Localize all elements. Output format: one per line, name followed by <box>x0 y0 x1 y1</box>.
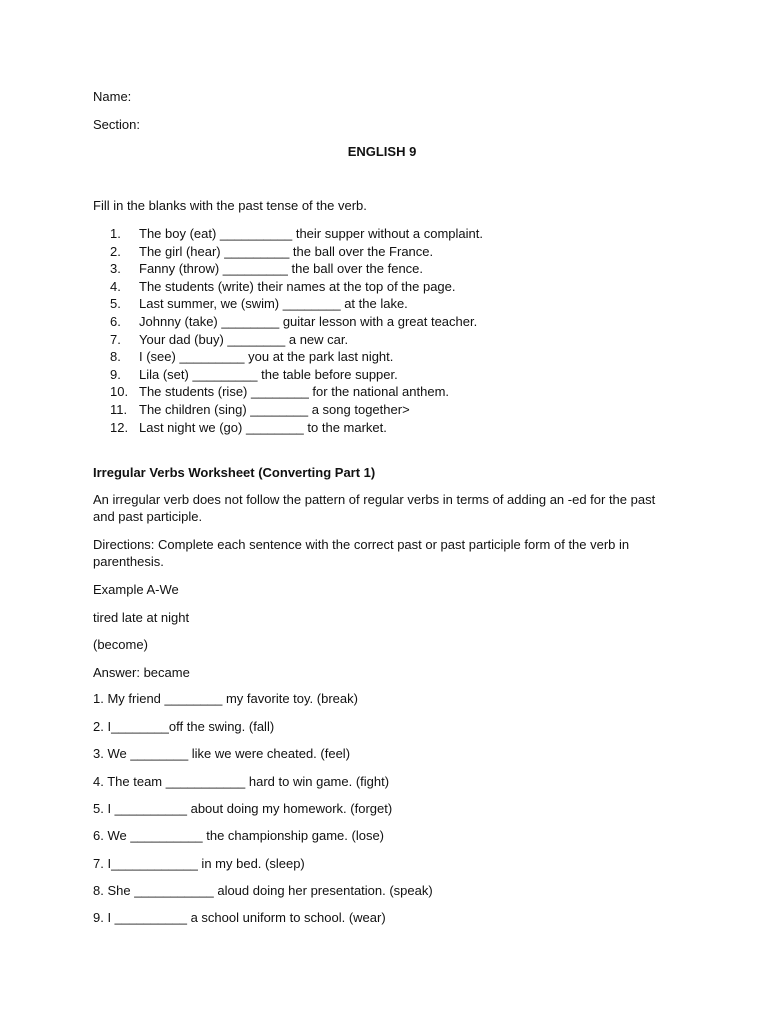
list-item: 3. We ________ like we were cheated. (feel) <box>93 746 351 761</box>
list-item: 1. My friend ________ my favorite toy. (break) <box>93 691 358 706</box>
list-item: 1. The boy (eat) __________ their supper without a complaint. <box>110 226 483 241</box>
list-item: 6. Johnny (take) ________ guitar lesson with a great teacher. <box>110 313 478 329</box>
example-line: tired late at night <box>93 610 190 625</box>
example-line: Example A-We <box>93 582 179 597</box>
example-verb: (become) <box>93 637 148 652</box>
list-item: 10. The students (rise) ________ for the national anthem. <box>110 384 450 400</box>
part2-directions: Directions: Complete each sentence with the correct past or past participle form of the verb in parenthesis. <box>93 537 630 569</box>
list-item: 2. I________off the swing. (fall) <box>93 719 275 734</box>
list-item: 9. I __________ a school uniform to school. (wear) <box>93 910 386 925</box>
list-item: 12. Last night we (go) ________ to the market. <box>110 419 387 435</box>
part1-question-list <box>110 225 483 436</box>
list-item: 6. We __________ the championship game. (lose) <box>93 828 385 843</box>
list-item: 8. I (see) _________ you at the park last night. <box>110 349 394 365</box>
name-label: Name: <box>93 89 132 104</box>
example-answer: Answer: became <box>93 665 190 680</box>
list-item: 3. Fanny (throw) _________ the ball over the fence. <box>110 261 424 277</box>
list-item: 2. The girl (hear) _________ the ball over the France. <box>110 243 434 259</box>
list-item: 9. Lila (set) _________ the table before supper. <box>110 366 398 382</box>
list-item: 4. The team ___________ hard to win game. (fight) <box>93 774 390 789</box>
section-label: Section: <box>93 117 140 132</box>
part2-definition: An irregular verb does not follow the pattern of regular verbs in terms of adding an -ed for the past and past participle. <box>93 492 656 524</box>
list-item: 11. The children (sing) ________ a song together> <box>110 401 410 417</box>
list-item: 7. Your dad (buy) ________ a new car. <box>110 331 349 347</box>
list-item: 4. The students (write) their names at the top of the page. <box>110 278 456 294</box>
list-item: 7. I____________ in my bed. (sleep) <box>93 856 305 871</box>
list-item: 8. She ___________ aloud doing her presentation. (speak) <box>93 883 433 898</box>
part2-heading: Irregular Verbs Worksheet (Converting Part 1) <box>93 465 376 480</box>
part1-instructions: Fill in the blanks with the past tense of the verb. <box>93 198 367 213</box>
page-title: ENGLISH 9 <box>347 144 417 159</box>
list-item: 5. I __________ about doing my homework. (forget) <box>93 801 393 816</box>
list-item: 5. Last summer, we (swim) ________ at the lake. <box>110 296 408 312</box>
